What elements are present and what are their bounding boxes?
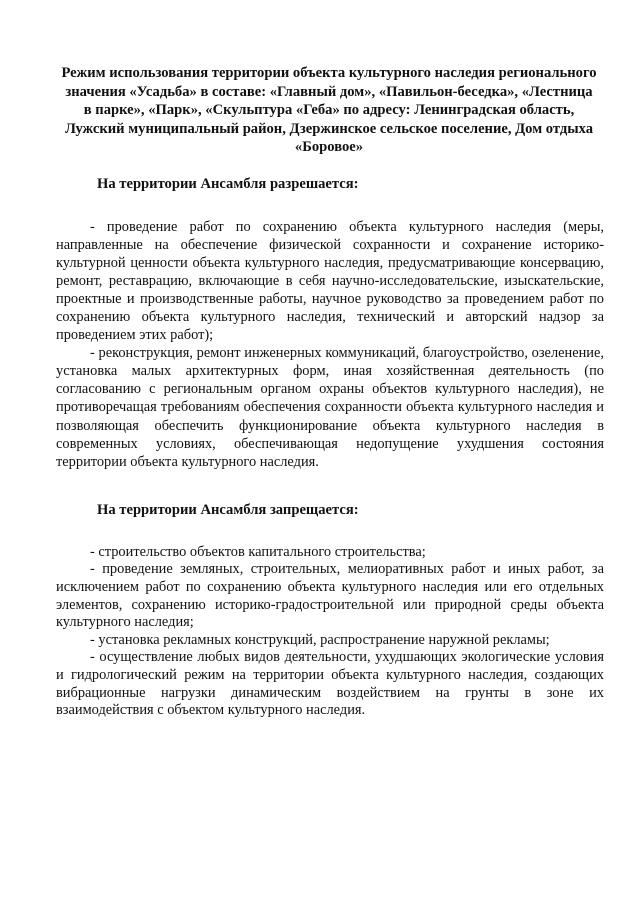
forbidden-item: - проведение земляных, строительных, мелиоративных работ и иных работ, за исключением работ по сохранению объекта культурного наследия или его отдельных элементов, сохранению историко-градостроительной или природной среды объекта культурного наследия; xyxy=(56,561,604,631)
forbidden-item: - установка рекламных конструкций, распространение наружной рекламы; xyxy=(90,631,550,648)
document-title: Режим использования территории объекта культурного наследия регионального значения «Усадьба» в составе: «Главный дом», «Павильон-беседка», «Лестница в парке», «Парк», «Скульптура «Геба» по адресу: Ленинградская область, Лужский муниципальный район, Дзержинское сельское поселение, Дом отдыха «Боровое» xyxy=(61,65,597,155)
forbidden-heading: На территории Ансамбля запрещается: xyxy=(97,501,359,518)
allowed-heading: На территории Ансамбля разрешается: xyxy=(97,175,359,192)
forbidden-item: - строительство объектов капитального строительства; xyxy=(90,543,426,560)
allowed-list xyxy=(56,218,604,471)
allowed-item: - проведение работ по сохранению объекта культурного наследия (меры, направленные на обеспечение физической сохранности и сохранение историко-культурной ценности объекта культурного наследия, предусматривающие консервацию, ремонт, реставрацию, включающие в себя научно-исследовательские, изыскательские, проектные и производственные работы, научное руководство за проведением работ по сохранению объекта культурного наследия, технический и авторский надзор за проведением этих работ); xyxy=(56,218,604,344)
forbidden-list xyxy=(56,544,604,720)
forbidden-item: - осуществление любых видов деятельности, ухудшающих экологические условия и гидрологический режим на территории объекта культурного наследия, создающих вибрационные нагрузки динамическим воздействием на грунты в зоне их взаимодействия с объектом культурного наследия. xyxy=(56,649,604,719)
allowed-item: - реконструкция, ремонт инженерных коммуникаций, благоустройство, озеленение, установка малых архитектурных форм, иная хозяйственная деятельность (по согласованию с региональным органом охраны объектов культурного наследия), не противоречащая требованиям обеспечения сохранности объекта культурного наследия и позволяющая обеспечить функционирование объекта культурного наследия в современных условиях, обеспечивающая недопущение ухудшения состояния территории объекта культурного наследия. xyxy=(56,345,604,470)
